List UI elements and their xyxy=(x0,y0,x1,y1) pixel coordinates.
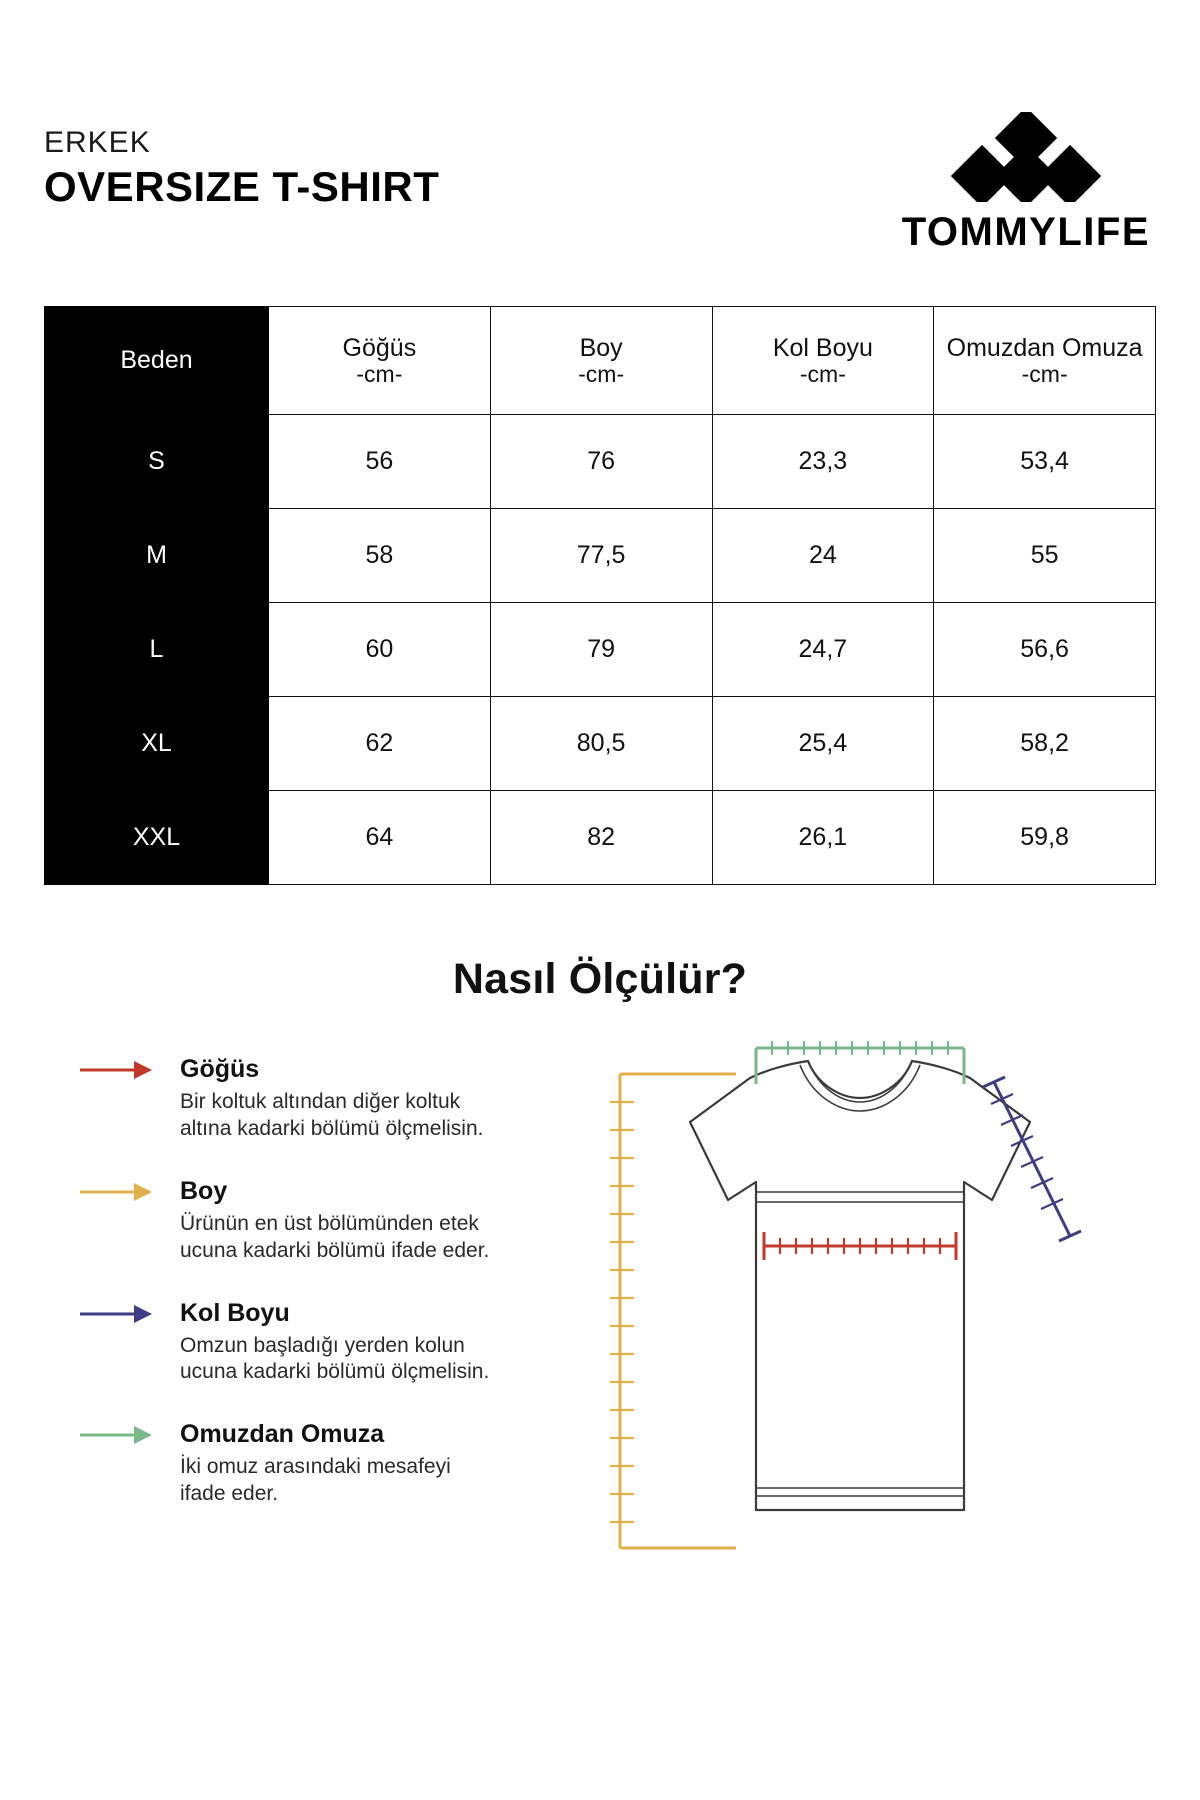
column-header-length xyxy=(490,307,712,415)
legend-item-sleeve xyxy=(80,1299,500,1387)
cell-shoulder: 58,2 xyxy=(934,697,1156,791)
column-header-size-label: Beden xyxy=(120,345,193,374)
four-diamonds-logo-icon xyxy=(921,112,1131,202)
column-header-size xyxy=(45,307,269,415)
legend-desc-chest: Bir koltuk altından diğer koltuk altına kadarki bölümü ölçmelisin. xyxy=(180,1090,484,1140)
table-row xyxy=(45,603,1156,697)
header xyxy=(44,112,1156,252)
column-header-sleeve-unit: -cm- xyxy=(799,360,846,387)
cell-chest: 58 xyxy=(269,509,491,603)
cell-length: 79 xyxy=(490,603,712,697)
page-title: OVERSIZE T-SHIRT xyxy=(44,163,440,210)
legend-desc-shoulder: İki omuz arasındaki mesafeyi ifade eder. xyxy=(180,1455,451,1506)
legend-item-chest xyxy=(80,1055,500,1143)
cell-sleeve: 24 xyxy=(712,509,934,603)
cell-sleeve: 23,3 xyxy=(712,415,934,509)
column-header-shoulder xyxy=(934,307,1156,415)
legend-label-length: Boy xyxy=(180,1176,228,1205)
cell-size: S xyxy=(45,415,269,509)
brand-name: TOMMYLIFE xyxy=(901,210,1150,254)
cell-sleeve: 25,4 xyxy=(712,697,934,791)
brand-block xyxy=(902,112,1156,252)
column-header-sleeve-label: Kol Boyu xyxy=(772,333,873,362)
measurement-legend xyxy=(80,1055,500,1508)
cell-shoulder: 55 xyxy=(934,509,1156,603)
length-marker-icon xyxy=(80,1181,168,1203)
cell-size: M xyxy=(45,509,269,603)
title-block xyxy=(44,112,439,209)
cell-size: XL xyxy=(45,697,269,791)
cell-chest: 62 xyxy=(269,697,491,791)
cell-chest: 56 xyxy=(269,415,491,509)
column-header-length-unit: -cm- xyxy=(578,360,625,387)
cell-chest: 60 xyxy=(269,603,491,697)
column-header-length-label: Boy xyxy=(579,333,623,362)
how-to-measure-title: Nasıl Ölçülür? xyxy=(452,955,748,1003)
cell-shoulder: 56,6 xyxy=(934,603,1156,697)
table-row xyxy=(45,697,1156,791)
cell-sleeve: 24,7 xyxy=(712,603,934,697)
cell-length: 77,5 xyxy=(490,509,712,603)
cell-length: 82 xyxy=(490,791,712,885)
legend-item-length xyxy=(80,1177,500,1265)
column-header-shoulder-label: Omuzdan Omuza xyxy=(946,333,1143,362)
table-row xyxy=(45,509,1156,603)
column-header-chest-unit: -cm- xyxy=(356,360,403,387)
chest-marker-icon xyxy=(80,1059,168,1081)
cell-size: L xyxy=(45,603,269,697)
cell-size: XXL xyxy=(45,791,269,885)
legend-item-shoulder xyxy=(80,1420,500,1508)
shoulder-marker-icon xyxy=(80,1424,168,1446)
page-eyebrow: ERKEK xyxy=(44,126,151,159)
legend-desc-sleeve: Omzun başladığı yerden kolun ucuna kadarki bölümü ölçmelisin. xyxy=(180,1333,490,1384)
cell-sleeve: 26,1 xyxy=(712,791,934,885)
size-table xyxy=(44,306,1156,885)
cell-shoulder: 53,4 xyxy=(934,415,1156,509)
legend-label-shoulder: Omuzdan Omuza xyxy=(180,1420,385,1449)
table-header-row xyxy=(45,307,1156,415)
table-row xyxy=(45,415,1156,509)
column-header-sleeve xyxy=(712,307,934,415)
legend-desc-length: Ürünün en üst bölümünden etek ucuna kadarki bölümü ifade eder. xyxy=(180,1211,490,1262)
tshirt-measurement-diagram xyxy=(560,1040,1160,1760)
size-table-wrapper xyxy=(44,306,1156,885)
column-header-chest xyxy=(269,307,491,415)
cell-chest: 64 xyxy=(269,791,491,885)
sleeve-marker-icon xyxy=(80,1303,168,1325)
legend-label-sleeve: Kol Boyu xyxy=(180,1298,290,1327)
column-header-chest-label: Göğüs xyxy=(342,333,417,362)
column-header-shoulder-unit: -cm- xyxy=(1021,360,1068,387)
legend-label-chest: Göğüs xyxy=(180,1055,260,1083)
cell-length: 80,5 xyxy=(490,697,712,791)
cell-length: 76 xyxy=(490,415,712,509)
cell-shoulder: 59,8 xyxy=(934,791,1156,885)
tshirt-outline xyxy=(690,1061,1030,1510)
table-row xyxy=(45,791,1156,885)
